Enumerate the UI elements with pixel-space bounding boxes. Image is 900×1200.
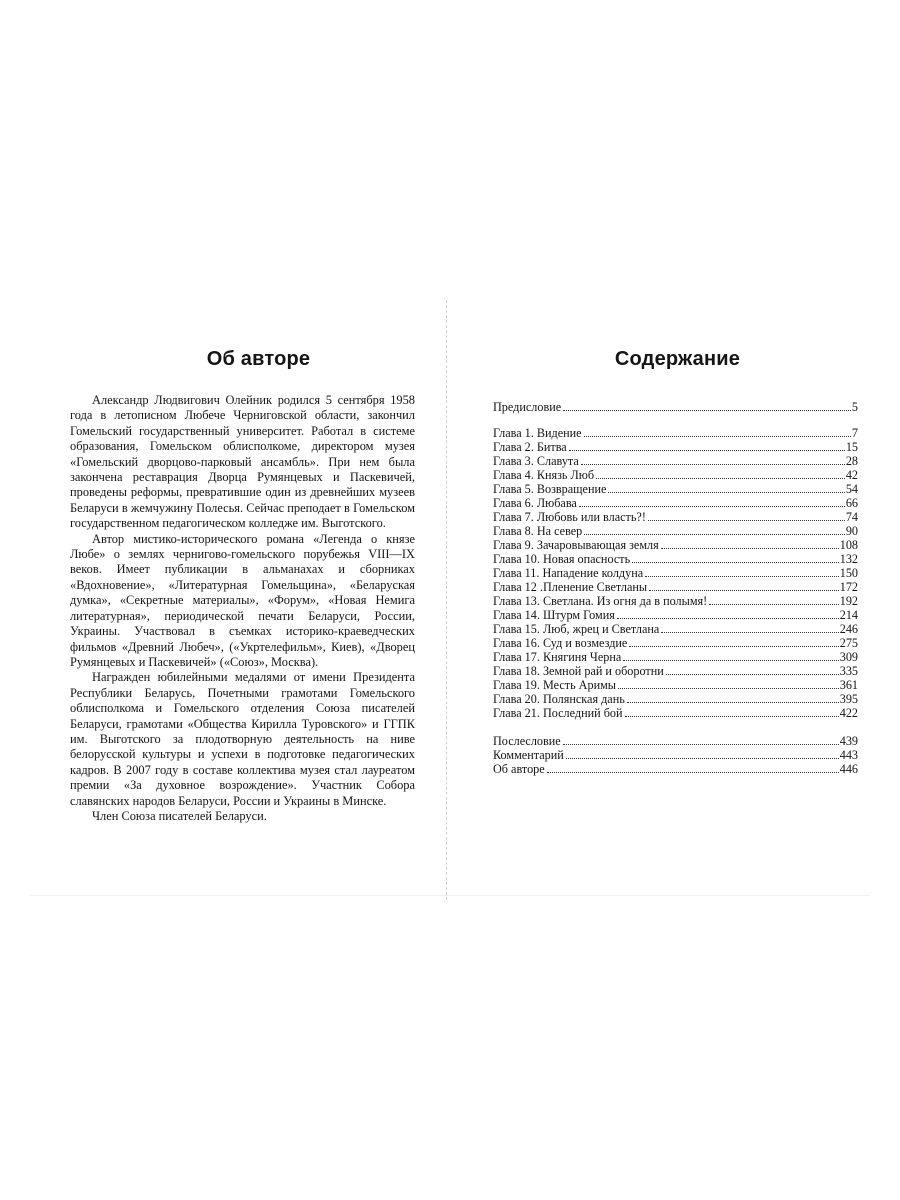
page-edge	[30, 895, 870, 896]
toc-entry-title: Глава 15. Люб, жрец и Светлана	[493, 622, 660, 636]
toc-dot-leader	[618, 687, 839, 689]
toc-entry	[493, 468, 858, 482]
table-of-contents	[493, 400, 858, 776]
toc-entry-page-number: 361	[839, 678, 858, 692]
toc-entry-title: Комментарий	[493, 748, 564, 762]
toc-entry-title: Глава 6. Любава	[493, 496, 577, 510]
toc-entry	[493, 594, 858, 608]
biography-paragraph: Награжден юбилейными медалями от имени Президента Республики Беларусь, Почетными грамотами Гомельского облисполкома и Гомельского отделения Союза писателей Беларуси, грамотами «Общества Кирилла Туровского» и ГГПК им. Выготского за плодотворную деятельность на ниве белорусской культуры и успехи в подготовке педагогических кадров. В 2007 году в составе коллектива музея стал лауреатом премии «За духовное возрождение». Участник Собора славянских народов Беларуси, России и Украины в Минске.	[70, 670, 415, 808]
toc-entry-page-number: 15	[845, 440, 858, 454]
toc-entry	[493, 454, 858, 468]
toc-entry	[493, 552, 858, 566]
toc-dot-leader	[617, 617, 839, 619]
toc-entry-page-number: 443	[839, 748, 858, 762]
toc-dot-leader	[661, 631, 838, 633]
toc-dot-leader	[547, 771, 839, 773]
toc-dot-leader	[709, 603, 839, 605]
biography-paragraph: Александр Людвигович Олейник родился 5 сентября 1958 года в летописном Любече Черниговской области, закончил Гомельский государственный университет. Работал в системе образования, Гомельском облисполкоме, директором музея «Гомельский дворцово-парковый ансамбль». При нем была закончена реставрация Дворца Румянцевых и Паскевичей, проведены реформы, превратившие один из древнейших музеев Беларуси в жемчужину Полесья. Сейчас преподает в Гомельском государственном педагогическом колледже им. Выготского.	[70, 393, 415, 531]
contents-heading: Содержание	[614, 348, 741, 370]
toc-entry-page-number: 54	[845, 482, 858, 496]
toc-entry-page-number: 90	[845, 524, 858, 538]
toc-entry-page-number: 5	[851, 400, 858, 414]
contents-page	[493, 340, 858, 776]
toc-entry-title: Глава 3. Славута	[493, 454, 579, 468]
toc-entry-page-number: 309	[839, 650, 858, 664]
toc-entry-page-number: 214	[839, 608, 858, 622]
toc-front-section	[493, 400, 858, 414]
toc-dot-leader	[648, 519, 845, 521]
toc-entry	[493, 426, 858, 440]
toc-entry-page-number: 246	[839, 622, 858, 636]
toc-entry	[493, 608, 858, 622]
toc-dot-leader	[608, 491, 844, 493]
toc-dot-leader	[566, 757, 839, 759]
toc-dot-leader	[627, 701, 839, 703]
toc-entry-page-number: 150	[839, 566, 858, 580]
toc-entry-page-number: 422	[839, 706, 858, 720]
toc-entry-page-number: 7	[851, 426, 858, 440]
toc-entry-title: Глава 4. Князь Люб	[493, 468, 595, 482]
toc-entry-page-number: 275	[839, 636, 858, 650]
toc-entry	[493, 636, 858, 650]
toc-dot-leader	[563, 409, 851, 411]
toc-dot-leader	[623, 659, 838, 661]
toc-dot-leader	[649, 589, 839, 591]
toc-entry-page-number: 66	[845, 496, 858, 510]
toc-chapters-section	[493, 426, 858, 720]
toc-entry-page-number: 108	[839, 538, 858, 552]
toc-dot-leader	[569, 449, 845, 451]
toc-entry	[493, 734, 858, 748]
toc-dot-leader	[596, 477, 845, 479]
toc-entry	[493, 580, 858, 594]
toc-entry-page-number: 439	[839, 734, 858, 748]
toc-entry	[493, 678, 858, 692]
toc-entry-title: Глава 12 .Пленение Светланы	[493, 580, 648, 594]
toc-dot-leader	[632, 561, 839, 563]
toc-dot-leader	[563, 743, 839, 745]
toc-entry-title: Глава 20. Полянская дань	[493, 692, 625, 706]
toc-entry-page-number: 395	[839, 692, 858, 706]
toc-dot-leader	[584, 533, 845, 535]
toc-dot-leader	[645, 575, 839, 577]
toc-entry-title: Глава 2. Битва	[493, 440, 567, 454]
toc-entry-page-number: 192	[839, 594, 858, 608]
toc-entry-title: Предисловие	[493, 400, 562, 414]
toc-entry-title: Глава 21. Последний бой	[493, 706, 623, 720]
toc-entry-title: Глава 17. Княгиня Черна	[493, 650, 622, 664]
toc-entry-title: Глава 18. Земной рай и оборотни	[493, 664, 664, 678]
toc-entry-page-number: 74	[845, 510, 858, 524]
toc-dot-leader	[629, 645, 838, 647]
toc-entry-title: Послесловие	[493, 734, 561, 748]
biography-paragraph: Член Союза писателей Беларуси.	[92, 808, 267, 823]
toc-entry-title: Глава 5. Возвращение	[493, 482, 607, 496]
toc-dot-leader	[581, 463, 845, 465]
toc-dot-leader	[666, 673, 839, 675]
toc-entry-title: Глава 11. Нападение колдуна	[493, 566, 644, 580]
toc-entry	[493, 440, 858, 454]
toc-spacer	[493, 414, 858, 426]
toc-entry	[493, 762, 858, 776]
toc-entry-title: Глава 1. Видение	[493, 426, 582, 440]
toc-entry	[493, 706, 858, 720]
toc-spacer	[493, 720, 858, 734]
toc-entry-page-number: 446	[839, 762, 858, 776]
toc-entry	[493, 538, 858, 552]
toc-entry	[493, 482, 858, 496]
toc-dot-leader	[661, 547, 839, 549]
author-biography	[70, 393, 415, 824]
about-author-page	[70, 340, 415, 824]
toc-entry-title: Глава 13. Светлана. Из огня да в полымя!	[493, 594, 708, 608]
toc-entry	[493, 496, 858, 510]
toc-entry-title: Глава 10. Новая опасность	[493, 552, 631, 566]
toc-entry-title: Глава 16. Суд и возмездие	[493, 636, 628, 650]
toc-entry-page-number: 28	[845, 454, 858, 468]
toc-entry	[493, 566, 858, 580]
toc-dot-leader	[579, 505, 845, 507]
toc-entry-title: Глава 19. Месть Аримы	[493, 678, 616, 692]
toc-back-section	[493, 734, 858, 776]
book-spine	[446, 300, 448, 900]
toc-entry	[493, 510, 858, 524]
about-author-heading: Об авторе	[206, 348, 311, 370]
toc-entry-title: Глава 7. Любовь или власть?!	[493, 510, 646, 524]
toc-entry-page-number: 335	[839, 664, 858, 678]
toc-dot-leader	[584, 435, 851, 437]
toc-entry	[493, 650, 858, 664]
toc-entry-title: Глава 8. На север	[493, 524, 583, 538]
toc-entry-page-number: 172	[839, 580, 858, 594]
toc-entry	[493, 400, 858, 414]
toc-entry	[493, 524, 858, 538]
toc-entry-page-number: 132	[839, 552, 858, 566]
toc-entry	[493, 664, 858, 678]
toc-entry	[493, 692, 858, 706]
toc-dot-leader	[625, 715, 839, 717]
toc-entry	[493, 748, 858, 762]
biography-paragraph: Автор мистико-исторического романа «Легенда о князе Любе» о землях чернигово-гомельского порубежья VIII—IX веков. Имеет публикации в альманахах и сборниках «Вдохновение», «Литературная Гомельщина», «Беларуская думка», «Секретные материалы», «Форум», «Новая Немига литературная», периодической печати Беларуси, России, Украины. Участвовал в съемках историко-краеведческих фильмов «Древний Любеч», («Укртелефильм», Киев), «Дворец Румянцевых и Паскевичей» («Союз», Москва).	[70, 531, 415, 669]
toc-entry-page-number: 42	[845, 468, 858, 482]
toc-entry-title: Об авторе	[493, 762, 545, 776]
toc-entry	[493, 622, 858, 636]
toc-entry-title: Глава 14. Штурм Гомия	[493, 608, 615, 622]
toc-entry-title: Глава 9. Зачаровывающая земля	[493, 538, 659, 552]
